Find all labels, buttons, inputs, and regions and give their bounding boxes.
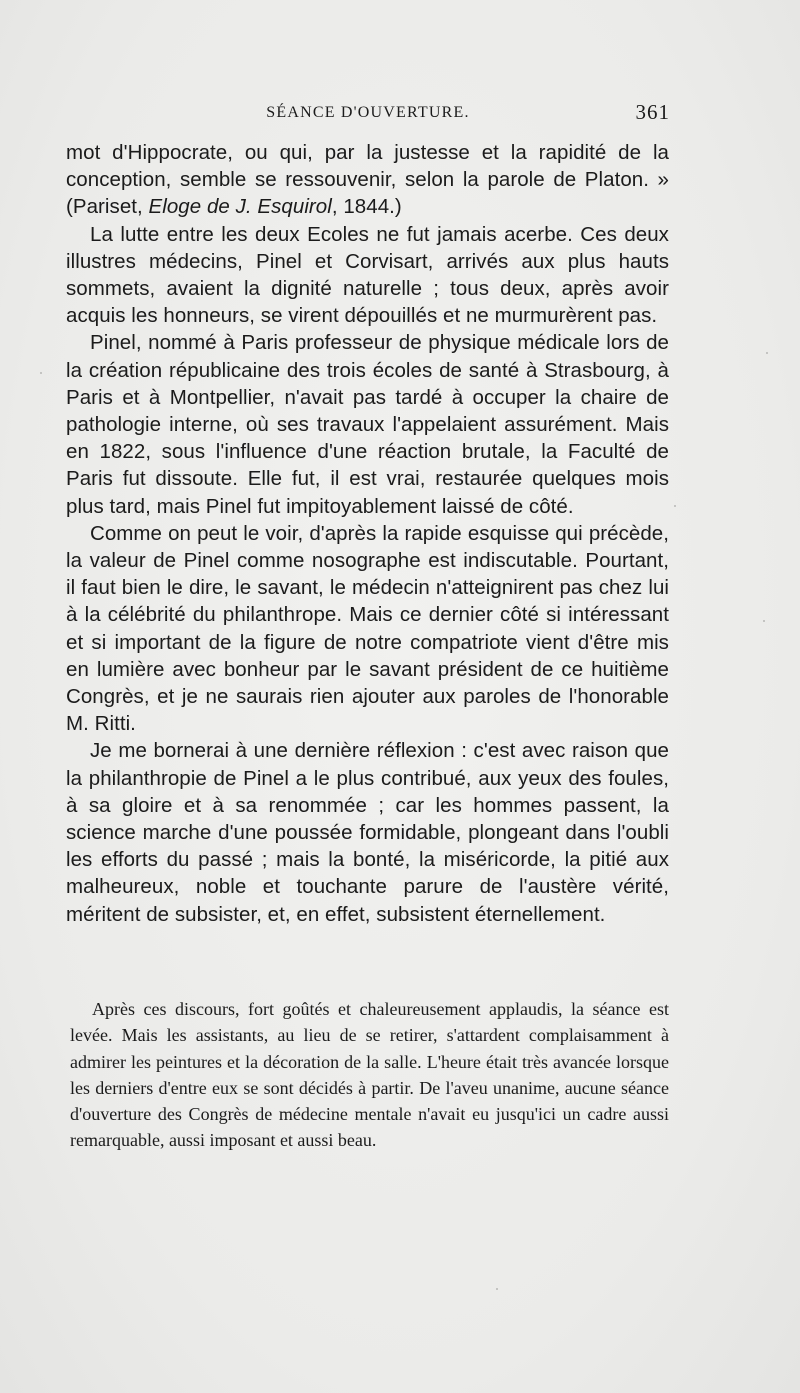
paragraph: Je me bornerai à une dernière réflexion : c'est avec raison que la philanthropie de Pinel a le plus contribué, aux yeux des foules, à sa gloire et à sa renommée ; car les hommes passent, la science marche d'une poussée formidable, plongeant dans l'oubli les efforts du passé ; mais la bonté, la miséricorde, la pitié aux malheureux, noble et touchante parure de l'austère vérité, méritent de subsister, et, en effet, subsistent éternellement. [66, 739, 669, 926]
page-number: 361 [635, 100, 670, 124]
paragraph: Comme on peut le voir, d'après la rapide esquisse qui précède, la valeur de Pinel comme nosographe est indiscutable. Pourtant, il faut bien le dire, le savant, le médecin n'atteignirent pas chez lui à la célébrité du philanthrope. Mais ce dernier côté si intéressant et si important de la figure de notre compatriote vient d'être mis en lumière avec bonheur par le savant président de ce huitième Congrès, et je ne saurais rien ajouter aux paroles de l'honorable M. Ritti. [66, 521, 669, 736]
paper-speck [674, 505, 676, 507]
main-text [66, 139, 669, 928]
paper-speck [40, 372, 42, 374]
running-head [66, 100, 670, 126]
paper-speck [496, 1288, 498, 1290]
paragraph-text: mot d'Hippocrate, ou qui, par la justesse et la rapidité de la conception, semble se ressouvenir, selon la parole de Platon. » (Pariset, [66, 141, 669, 219]
paragraph: Pinel, nommé à Paris professeur de physique médicale lors de la création républicaine des trois écoles de santé à Strasbourg, à Paris et à Montpellier, n'avait pas tardé à occuper la chaire de pathologie interne, où ses travaux l'appelaient assurément. Mais en 1822, sous l'influence d'une réaction brutale, la Faculté de Paris fut dissoute. Elle fut, il est vrai, restaurée quelques mois plus tard, mais Pinel fut impitoyablement laissé de côté. [66, 331, 669, 518]
paper-speck [763, 620, 765, 622]
paper-speck [766, 352, 768, 354]
running-title: SÉANCE D'OUVERTURE. [266, 104, 470, 121]
cited-work-title: Eloge de J. Esquirol [148, 195, 332, 219]
paragraph-text: , 1844.) [331, 195, 402, 219]
paragraph: La lutte entre les deux Ecoles ne fut jamais acerbe. Ces deux illustres médecins, Pinel et Corvisart, arrivés aux plus hauts sommets, avaient la dignité naturelle ; tous deux, après avoir acquis les honneurs, se virent dépouillés et ne murmurèrent pas. [66, 222, 669, 328]
paragraph-continuation [66, 139, 669, 221]
closing-paragraph: Après ces discours, fort goûtés et chaleureusement applaudis, la séance est levée. Mais les assistants, au lieu de se retirer, s'attardent complaisamment à admirer les peintures et la décoration de la salle. L'heure était très avancée lorsque les derniers d'entre eux se sont décidés à partir. De l'aveu unanime, aucune séance d'ouverture des Congrès de médecine mentale n'avait eu jusqu'ici un cadre aussi remarquable, aussi imposant et aussi beau. [70, 999, 669, 1151]
